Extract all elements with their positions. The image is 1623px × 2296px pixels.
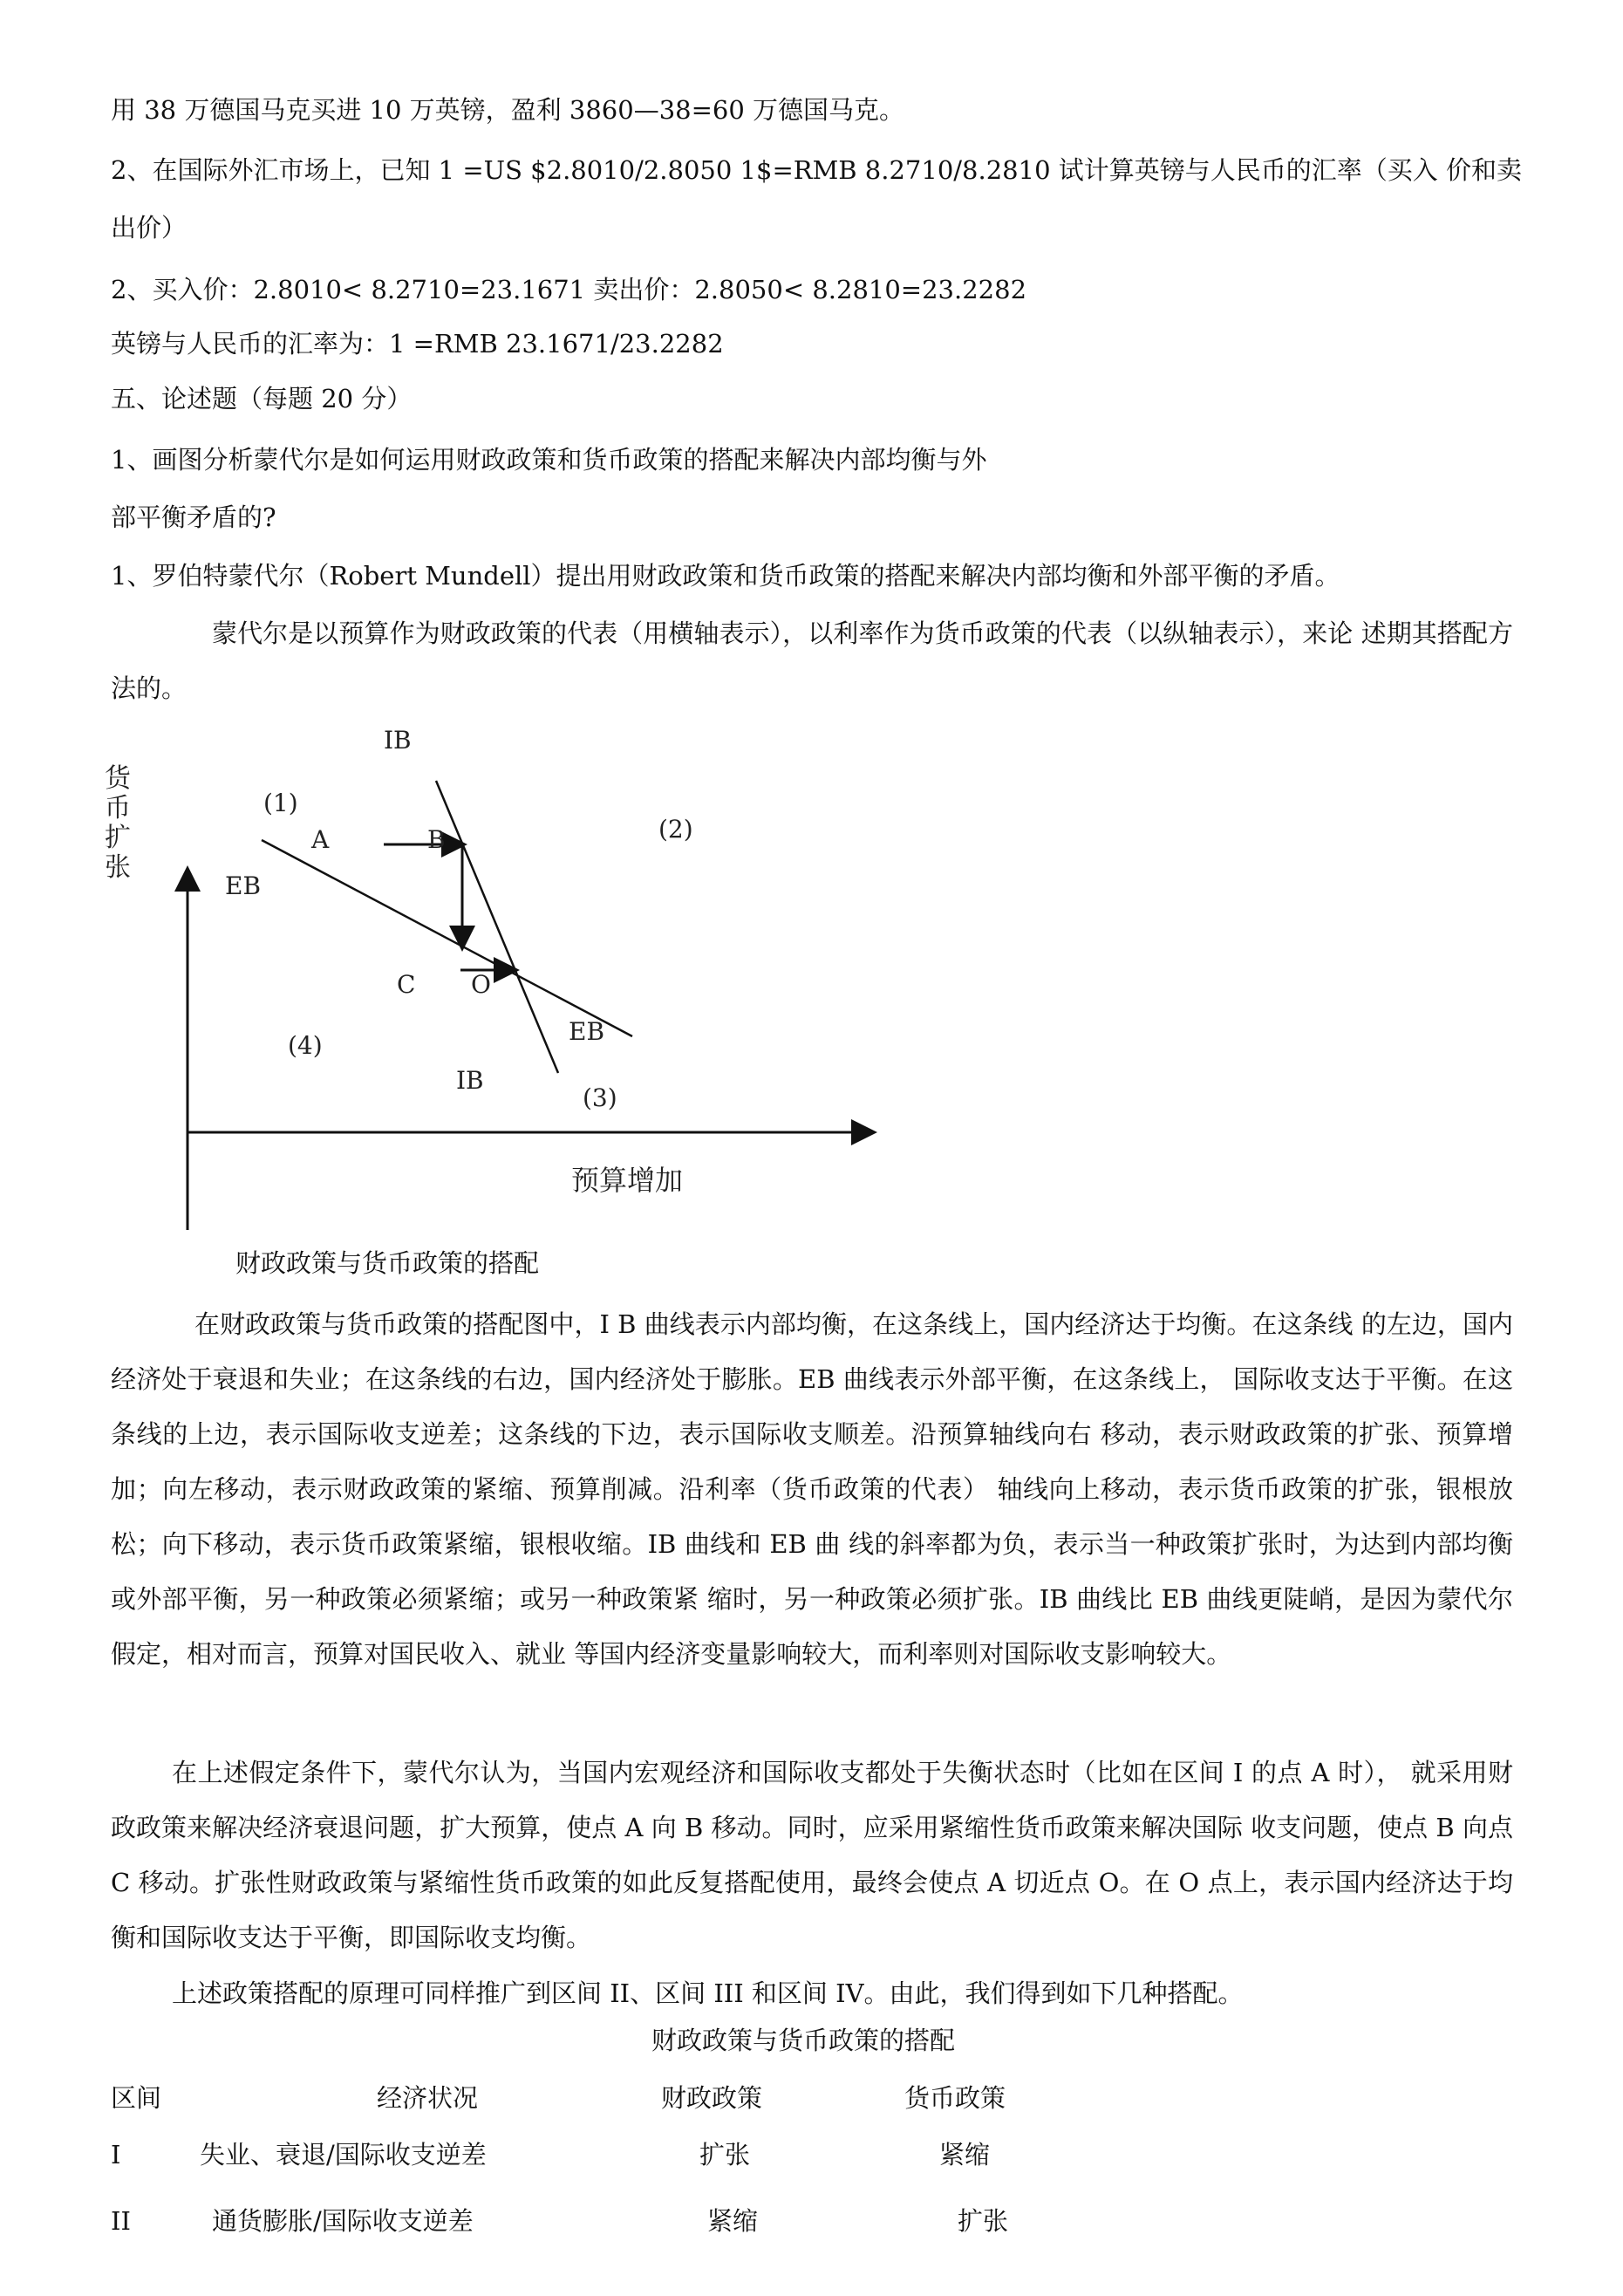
table-cell: 通货膨胀/国际收支逆差 <box>212 2206 474 2236</box>
table-title: 财政政策与货币政策的搭配 <box>651 2026 956 2055</box>
body-paragraph: 在上述假定条件下，蒙代尔认为，当国内宏观经济和国际收支都处于失衡状态时（比如在区间 I 的点 A 时）， 就采用财政政策来解决经济衰退问题，扩大预算，使点 A 向 B 移动。同时，应采用紧缩性货币政策来解决国际 收支问题，使点 B 向点 C 移动。扩张性财政政策与紧缩性货币政策的如此反复搭配使用，最终会使点 A 切近点 O。在 O 点上，表示国内经济达于均衡和国际收支达于平衡，即国际收支均衡。 <box>111 1758 1513 1952</box>
x-axis-label: 预算增加 <box>571 1164 684 1197</box>
y-axis-label-2: 币 <box>105 793 131 823</box>
table-cell: II <box>111 2206 131 2236</box>
label-region-1: (1) <box>263 789 298 817</box>
label-ib-top: IB <box>384 726 412 755</box>
diagram-caption: 财政政策与货币政策的搭配 <box>235 1248 540 1278</box>
question-line: 部平衡矛盾的? <box>111 502 276 532</box>
text-line: 出价） <box>111 213 188 243</box>
text-line: 2、在国际外汇市场上，已知 1 =US $2.8010/2.8050 1$=RMB 8.2710/8.2810 试计算英镑与人民币的汇率（买入 价和卖 <box>111 155 1522 185</box>
label-eb-right: EB <box>569 1017 605 1046</box>
text-line: 2、买入价：2.8010< 8.2710=23.1671 卖出价：2.8050< 8.2810=23.2282 <box>111 275 1027 304</box>
label-region-4: (4) <box>288 1031 323 1060</box>
y-axis-label-4: 张 <box>105 852 131 883</box>
label-eb-left: EB <box>225 871 262 900</box>
table-header: 货币政策 <box>904 2083 1006 2113</box>
table-cell: 扩张 <box>699 2140 751 2170</box>
table-header: 经济状况 <box>377 2083 479 2113</box>
table-header: 区间 <box>111 2083 162 2113</box>
label-region-2: (2) <box>658 815 693 844</box>
label-point-a: A <box>311 825 330 854</box>
table-header: 财政政策 <box>661 2083 763 2113</box>
label-region-3: (3) <box>583 1083 617 1112</box>
ib-curve <box>436 781 558 1073</box>
table-cell: I <box>111 2140 121 2170</box>
body-paragraph: 在财政政策与货币政策的搭配图中，I B 曲线表示内部均衡，在这条线上，国内经济达于均衡。在这条线 的左边，国内经济处于衰退和失业；在这条线的右边，国内经济处于膨胀。EB 曲线表示外部平衡，在这条线上， 国际收支达于平衡。在这条线的上边，表示国际收支逆差；这条线的下边，表示国际收支顺差。沿预算轴线向右 移动，表示财政政策的扩张、预算增加；向左移动，表示财政政策的紧缩、预算削减。沿利率（货币政策的代表） 轴线向上移动，表示货币政策的扩张，银根放松；向下移动，表示货币政策紧缩，银根收缩。IB 曲线和 EB 曲 线的斜率都为负，表示当一种政策扩张时，为达到内部均衡或外部平衡，另一种政策必须紧缩；或另一种政策紧 缩时，另一种政策必须扩张。IB 曲线比 EB 曲线更陡峭，是因为蒙代尔假定，相对而言，预算对国民收入、就业 等国内经济变量影响较大，而利率则对国际收支影响较大。 <box>111 1309 1513 1669</box>
body-paragraph: 上述政策搭配的原理可同样推广到区间 II、区间 III 和区间 IV。由此，我们得到如下几种搭配。 <box>172 1978 1244 2008</box>
y-axis-label-1: 货 <box>105 763 131 794</box>
y-axis-label-3: 扩 <box>105 823 131 853</box>
table-cell: 扩张 <box>958 2206 1009 2236</box>
intro-paragraph: 蒙代尔是以预算作为财政政策的代表（用横轴表示），以利率作为货币政策的代表（以纵轴表示），来论 述期其搭配方法的。 <box>111 618 1513 703</box>
label-point-c: C <box>397 970 416 999</box>
question-line: 1、画图分析蒙代尔是如何运用财政政策和货币政策的搭配来解决内部均衡与外 <box>111 445 987 475</box>
table-cell: 紧缩 <box>939 2140 991 2170</box>
text-line: 用 38 万德国马克买进 10 万英镑，盈利 3860—38=60 万德国马克。 <box>111 95 905 125</box>
table-cell: 紧缩 <box>707 2206 759 2236</box>
label-ib-bottom: IB <box>456 1066 484 1095</box>
table-cell: 失业、衰退/国际收支逆差 <box>200 2140 487 2170</box>
answer-line: 1、罗伯特蒙代尔（Robert Mundell）提出用财政政策和货币政策的搭配来解决内部均衡和外部平衡的矛盾。 <box>111 561 1340 591</box>
text-line: 英镑与人民币的汇率为：1 =RMB 23.1671/23.2282 <box>111 329 724 359</box>
label-point-b: B <box>427 825 446 854</box>
eb-curve <box>262 840 632 1036</box>
label-point-o: O <box>471 970 491 999</box>
section-heading: 五、论述题（每题 20 分） <box>111 384 413 413</box>
